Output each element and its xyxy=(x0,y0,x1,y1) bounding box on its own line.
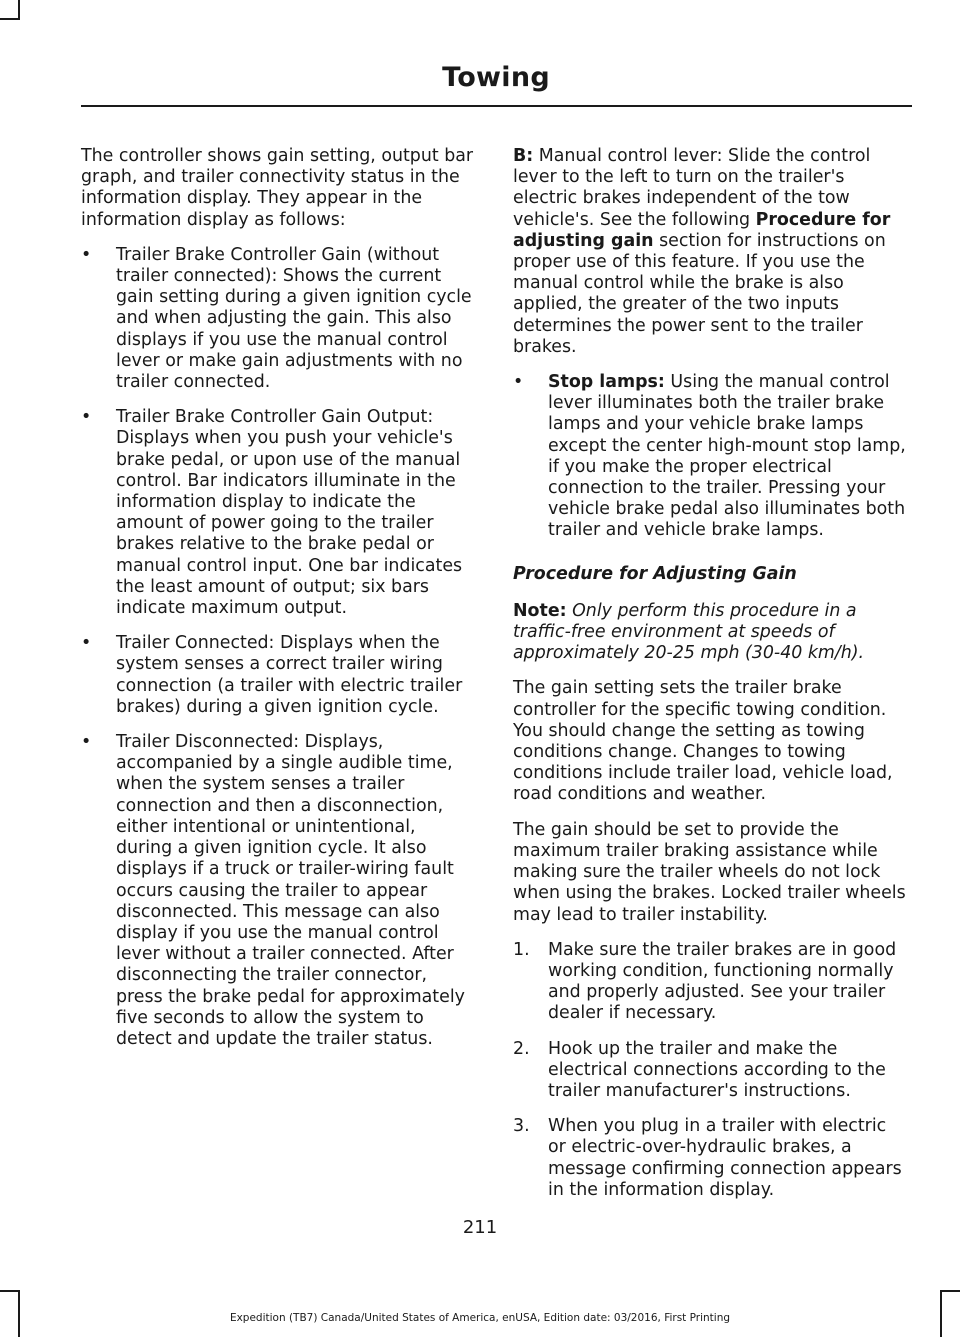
bullet-icon: • xyxy=(513,372,524,393)
section-reference: Procedure for adjusting gain xyxy=(513,209,891,251)
numbered-step xyxy=(513,1039,907,1103)
step-number: 1. xyxy=(513,939,530,960)
bullet-icon: • xyxy=(81,407,92,428)
header-divider xyxy=(81,105,912,107)
crop-mark xyxy=(18,0,20,18)
list-item-text xyxy=(548,372,906,540)
crop-mark xyxy=(0,18,20,20)
list-item xyxy=(81,245,475,393)
step-text: Hook up the trailer and make the electrical connections according to the trailer manufacturer's instructions. xyxy=(548,1038,886,1101)
paragraph-text: section for instructions on proper use of this feature. If you use the manual control while the brake is also applied, the greater of the two inputs determines the power sent to the trailer brakes. xyxy=(513,230,886,357)
bullet-icon: • xyxy=(81,244,92,265)
list-item-text: Trailer Brake Controller Gain (without trailer connected): Shows the current gain setting during a given ignition cycle and when adjusting the gain. This also displays if you use the manual control lever or make gain adjustments with no trailer connected. xyxy=(116,244,472,393)
paragraph-text: Manual control lever: Slide the control lever to the left to turn on the trailer's electric brakes independent of the tow vehicle's. See the following xyxy=(513,146,871,230)
note-label: Note: xyxy=(513,600,567,621)
body-paragraph: The gain setting sets the trailer brake controller for the specific towing condition. You should change the setting as towing conditions change. Changes to towing conditions include trailer load, vehicle load, road conditions and weather. xyxy=(513,678,893,805)
item-label: Stop lamps: xyxy=(548,372,665,393)
body-paragraph: The gain should be set to provide the maximum trailer braking assistance while making sure the trailer wheels do not lock when using the brakes. Locked trailer wheels may lead to trailer instability. xyxy=(513,819,906,925)
note-text: Only perform this procedure in a traffic-free environment at speeds of approximately 20-25 mph (30-40 km/h). xyxy=(513,600,865,664)
list-item-text: Trailer Brake Controller Gain Output: Displays when you push your vehicle's brake pedal, or upon use of the manual control. Bar indicators illuminate in the information display to indicate the amount of power going to the trailer brakes relative to the brake pedal or manual control input. One bar indicates the least amount of output; six bars indicate maximum output. xyxy=(116,407,463,619)
section-heading: Procedure for Adjusting Gain xyxy=(513,563,797,584)
manual-control-paragraph xyxy=(513,146,907,358)
step-number: 3. xyxy=(513,1116,530,1137)
footer-edition-info: Expedition (TB7) Canada/United States of America, enUSA, Edition date: 03/2016, First Printing xyxy=(229,1312,731,1324)
step-text: Make sure the trailer brakes are in good working condition, functioning normally and properly adjusted. See your trailer dealer if necessary. xyxy=(548,939,897,1024)
crop-mark xyxy=(940,1290,960,1292)
right-column xyxy=(513,146,907,1215)
page-title: Towing xyxy=(442,62,550,93)
numbered-step xyxy=(513,1116,907,1201)
step-text: When you plug in a trailer with electric or electric-over-hydraulic brakes, a message confirming connection appears in the information display. xyxy=(548,1116,902,1200)
page-number: 211 xyxy=(462,1217,498,1238)
bullet-icon: • xyxy=(81,732,92,753)
list-item-text: Trailer Connected: Displays when the system senses a correct trailer wiring connection (a trailer with electric trailer brakes) during a given ignition cycle. xyxy=(116,633,463,717)
list-item xyxy=(513,372,907,542)
step-number: 2. xyxy=(513,1038,530,1059)
note-paragraph xyxy=(513,601,907,665)
paragraph-text: Using the manual control lever illuminates both the trailer brake lamps and your vehicle brake lamps except the center high-mount stop lamp, if you make the proper electrical connection to the trailer. Pressing your vehicle brake pedal also illuminates both trailer and vehicle brake lamps. xyxy=(548,372,906,541)
crop-mark xyxy=(0,1290,20,1292)
list-item-text: Trailer Disconnected: Displays, accompanied by a single audible time, when the system senses a trailer connection and then a disconnection, either intentional or unintentional, during a given ignition cycle. It also displays if a truck or trailer-wiring fault occurs causing the trailer to appear disconnected. This message can also display if you use the manual control lever without a trailer connected. After disconnecting the trailer connector, press the brake pedal for approximately five seconds to allow the system to detect and update the trailer status. xyxy=(116,732,465,1049)
item-label: B: xyxy=(513,146,534,166)
list-item xyxy=(81,407,475,619)
numbered-step xyxy=(513,940,907,1025)
list-item xyxy=(81,633,475,718)
list-item xyxy=(81,732,475,1050)
intro-paragraph: The controller shows gain setting, output bar graph, and trailer connectivity status in the information display. They appear in the information display as follows: xyxy=(81,146,474,230)
bullet-icon: • xyxy=(81,633,92,654)
left-column xyxy=(81,146,475,1064)
